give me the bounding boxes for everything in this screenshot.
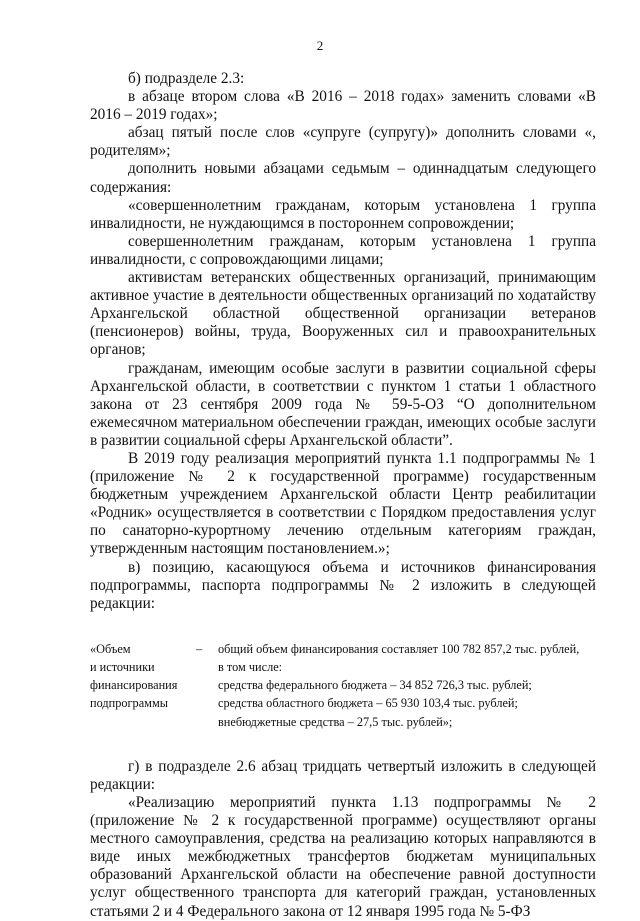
paragraph: «совершеннолетним гражданам, которым установлена 1 группа инвалидности, не нуждающимся в постороннем сопровождении;	[90, 196, 596, 232]
table-value-line: в том числе:	[218, 660, 283, 675]
financing-table-label	[90, 640, 195, 731]
paragraph: абзац пятый после слов «супруге (супругу)» дополнить словами «, родителям»;	[90, 124, 596, 160]
spacer	[90, 731, 596, 758]
table-label-line: «Объем	[90, 641, 131, 656]
paragraph: активистам ветеранских общественных организаций, принимающим активное участие в деятельности общественных организаций по ходатайству Архангельской областной общественной организации ветеранов (пенсионеров) войны, труда, Вооруженных сил и правоохранительных органов;	[90, 269, 596, 359]
paragraph: б) подразделе 2.3:	[128, 70, 245, 87]
table-value-line: средства областного бюджета – 65 930 103,4 тыс. рублей;	[218, 696, 518, 711]
table-label-line: и источники	[90, 660, 155, 675]
table-value-line: общий объем финансирования составляет 100 782 857,2 тыс. рублей,	[218, 641, 580, 656]
table-label-line: подпрограммы	[90, 696, 168, 711]
page-number: 2	[316, 38, 324, 53]
financing-table	[90, 640, 596, 731]
paragraph: дополнить новыми абзацами седьмым – одиннадцатым следующего содержания:	[90, 160, 596, 196]
table-dash: –	[196, 641, 203, 656]
paragraph: «Реализацию мероприятий пункта 1.13 подпрограммы № 2 (приложение № 2 к государственной программе) осуществляют органы местного самоуправления, средства на реализацию которых направляются в виде иных межбюджетных трансфертов бюджетам муниципальных образований Архангельской области на обеспечение равной доступности услуг общественного транспорта для категорий граждан, установленных статьями 2 и 4 Федерального закона от 12 января 1995 года № 5-ФЗ	[90, 794, 596, 920]
document-body	[90, 70, 596, 921]
spacer	[90, 613, 596, 640]
paragraph: в абзаце втором слова «В 2016 – 2018 годах» заменить словами «В 2016 – 2019 годах»;	[90, 88, 596, 124]
table-value-line: внебюджетные средства – 27,5 тыс. рублей»;	[218, 714, 453, 729]
paragraph: гражданам, имеющим особые заслуги в развитии социальной сферы Архангельской области, в соответствии с пунктом 1 статьи 1 областного закона от 23 сентября 2009 года № 59-5-ОЗ “О дополнительном ежемесячном материальном обеспечении граждан, имеющих особые заслуги в развитии социальной сферы Архангельской области”.	[90, 359, 596, 449]
paragraph: В 2019 году реализация мероприятий пункта 1.1 подпрограммы № 1 (приложение № 2 к государственной программе) государственным бюджетным учреждением Архангельской области Центр реабилитации «Родник» осуществляется в соответствии с Порядком предоставления услуг по санаторно-курортному лечению отдельным категориям граждан, утвержденным настоящим постановлением.»;	[90, 449, 596, 558]
paragraph: в) позицию, касающуюся объема и источников финансирования подпрограммы, паспорта подпрограммы № 2 изложить в следующей редакции:	[90, 558, 596, 612]
table-label-line: финансирования	[90, 678, 178, 693]
paragraph: совершеннолетним гражданам, которым установлена 1 группа инвалидности, с сопровождающими лицами;	[90, 232, 596, 268]
financing-table-value	[218, 640, 596, 731]
paragraph: г) в подразделе 2.6 абзац тридцать четвертый изложить в следующей редакции:	[90, 757, 596, 793]
table-value-line: средства федерального бюджета – 34 852 726,3 тыс. рублей;	[218, 678, 532, 693]
